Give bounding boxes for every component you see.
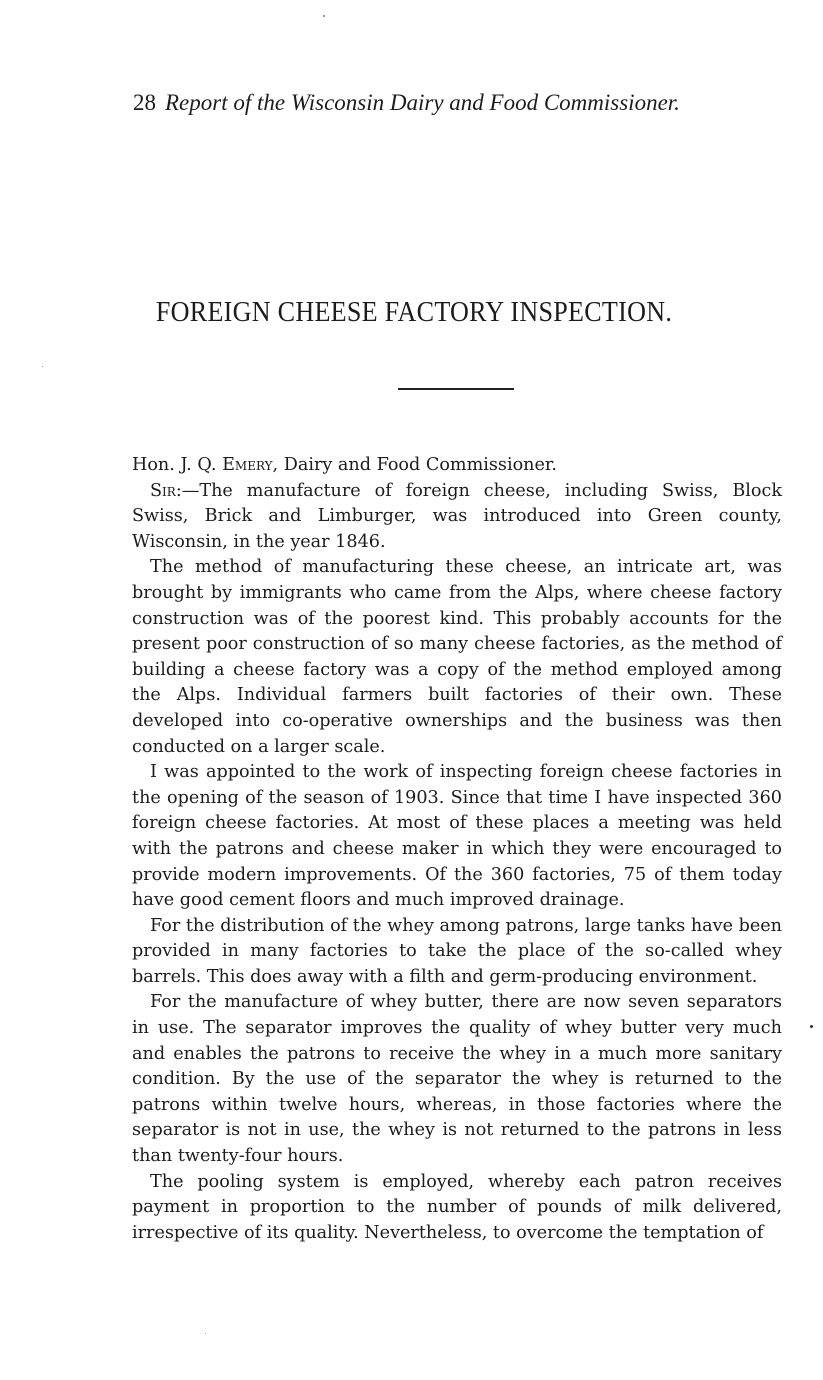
running-head-title: Report of the Wisconsin Dairy and Food Commissioner. xyxy=(165,90,680,115)
paragraph-6: The pooling system is employed, whereby each patron receives payment in proportion to the number of pounds of milk delivered, irrespective of its quality. Nevertheless, to overcome the temptation of xyxy=(132,1171,782,1243)
paragraph-1 xyxy=(132,479,782,556)
paper-speck xyxy=(323,15,325,17)
paragraph-1-text: :—The manufacture of foreign cheese, including Swiss, Block Swiss, Brick and Limburger, was introduced into Green county, Wisconsin, in the year 1846. xyxy=(132,480,782,552)
title-divider xyxy=(398,388,514,390)
paragraph-2: The method of manufacturing these cheese, an intricate art, was brought by immigrants who came from the Alps, where cheese factory construction was of the poorest kind. This probably accounts for the present poor construction of so many cheese factories, as the method of building a cheese factory was a copy of the method employed among the Alps. Individual farmers built factories of their own. These developed into co-operative ownerships and the business was then conducted on a larger scale. xyxy=(132,557,782,757)
paper-speck xyxy=(205,1333,206,1334)
salutation-prefix: Hon. J. Q. xyxy=(132,455,217,475)
paper-speck xyxy=(810,1025,813,1028)
letter-body xyxy=(132,453,782,1246)
paragraph-5: For the manufacture of whey butter, there are now seven separators in use. The separator improves the quality of whey butter very much and enables the patrons to receive the whey in a much more sanitary condition. By the use of the separator the whey is returned to the patrons within twelve hours, whereas, in those factories where the separator is not in use, the whey is not returned to the patrons in less than twenty-four hours. xyxy=(132,992,782,1167)
paragraph-4: For the distribution of the whey among patrons, large tanks have been provided in many factories to take the place of the so-called whey barrels. This does away with a filth and germ-producing environment. xyxy=(132,915,782,987)
running-head xyxy=(133,88,773,118)
page-number: 28 xyxy=(133,90,156,115)
salutation xyxy=(132,453,782,479)
section-title: FOREIGN CHEESE FACTORY INSPECTION. xyxy=(155,296,673,328)
paper-speck xyxy=(42,366,43,367)
paragraph-3: I was appointed to the work of inspecting foreign cheese factories in the opening of the season of 1903. Since that time I have inspected 360 foreign cheese factories. At most of these places a meeting was held with the patrons and cheese maker in which they were encouraged to provide modern improvements. Of the 360 factories, 75 of them today have good cement floors and much improved drainage. xyxy=(132,762,782,911)
salutation-suffix: , Dairy and Food Commissioner. xyxy=(272,455,557,475)
addressee-name: Emery xyxy=(222,455,273,475)
sir-lead: Sir xyxy=(150,480,176,501)
